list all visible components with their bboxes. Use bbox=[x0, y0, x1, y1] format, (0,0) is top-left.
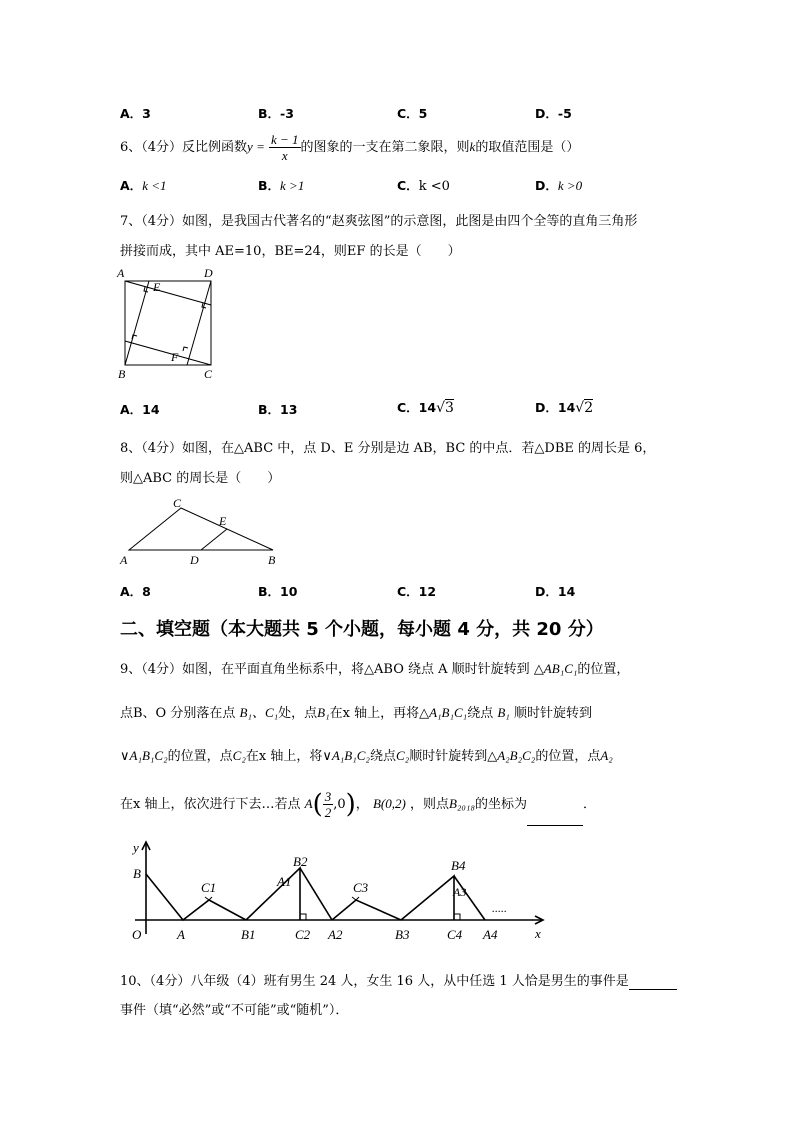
q7-line-ba-side bbox=[125, 281, 149, 365]
q9-line4-a: 在x 轴上，依次进行下去…若点 bbox=[120, 797, 301, 812]
q8-stem-line1: 8、（4分）如图，在△ABC 中，点 D、E 分别是边 AB，BC 的中点．若△DBE 的周长是 6， bbox=[120, 441, 656, 456]
q9-line4-b: ，则点 bbox=[409, 797, 449, 812]
q9-point-a-rest: ,0 bbox=[333, 797, 346, 812]
q9-line3-math1: ∨A₁B₁C₂ bbox=[120, 748, 168, 763]
q6-suffix: 的取值范围是（） bbox=[475, 140, 580, 155]
q9-line2-c: 在x 轴上，再将 bbox=[329, 706, 420, 721]
q7-line-ad-side bbox=[125, 281, 211, 305]
q9-label-o: O bbox=[132, 927, 142, 942]
q5-option-a: A．3 bbox=[120, 106, 151, 121]
q9-line3-math3: ∨A₁B₁C₂ bbox=[322, 748, 370, 763]
q7-option-c-radicand: 3 bbox=[445, 400, 454, 416]
q9-line1-math: △AB₁C₁ bbox=[533, 661, 578, 676]
q5-option-c: C．5 bbox=[397, 106, 428, 121]
q8-label-b: B bbox=[268, 553, 276, 567]
q5-option-d: D．-5 bbox=[535, 106, 572, 121]
q9-line3-c: 绕点 bbox=[369, 749, 396, 764]
q9-label-a4: A4 bbox=[483, 927, 498, 942]
q7-option-c-text: C．14 bbox=[397, 400, 437, 415]
q9-line2-math2: B₁ bbox=[317, 705, 330, 720]
q9-right-angle-c1 bbox=[205, 897, 212, 900]
q8-option-b: B．10 bbox=[258, 584, 298, 599]
q7-line-cb-side bbox=[125, 341, 211, 365]
q9-coordinate-figure bbox=[125, 838, 555, 950]
q6-frac-num: k − 1 bbox=[270, 132, 299, 147]
q6-option-c-letter: C． bbox=[397, 178, 419, 193]
q9-label-c1: C1 bbox=[201, 880, 217, 895]
q9-line3-math5: △A₂B₂C₂ bbox=[487, 748, 536, 763]
q6-option-d-expr: k >0 bbox=[557, 178, 583, 193]
q9-label-a1: A1 bbox=[277, 874, 292, 889]
q9-label-b3: B3 bbox=[395, 927, 410, 942]
q9-line2-math3: △A₁B₁C₁ bbox=[419, 705, 468, 720]
q7-label-a: A bbox=[117, 266, 125, 280]
q9-label-b2: B2 bbox=[293, 854, 308, 869]
q7-stem-line1: 7、（4分）如图，是我国古代著名的“赵爽弦图”的示意图，此图是由四个全等的直角三角形 bbox=[120, 214, 638, 229]
q9-line2-math1: B₁、C₁ bbox=[239, 705, 279, 720]
q7-label-f: F bbox=[171, 350, 179, 364]
q6-option-a-letter: A． bbox=[120, 178, 143, 193]
q6-k: k bbox=[469, 139, 476, 154]
q8-option-a: A．8 bbox=[120, 584, 151, 599]
q6-frac-den: x bbox=[281, 148, 288, 163]
q9-right-angle-c4 bbox=[454, 914, 460, 920]
q9-label-y: y bbox=[133, 840, 139, 855]
q8-label-a: A bbox=[120, 553, 128, 567]
q9-point-b: B(0,2) bbox=[372, 796, 406, 811]
q8-triangle-figure bbox=[115, 494, 285, 568]
q7-line-dc-side bbox=[187, 281, 211, 365]
q7-outer-square bbox=[125, 281, 211, 365]
q7-option-c bbox=[397, 398, 454, 416]
q8-label-c: C bbox=[173, 496, 182, 510]
q9-triangle-path-2 bbox=[246, 868, 300, 920]
q7-label-b: B bbox=[118, 367, 126, 381]
q6-prefix: 6、（4分）反比例函数 bbox=[120, 140, 248, 155]
q9-triangle-path-4 bbox=[401, 876, 454, 920]
q9-line4-c: 的坐标为 bbox=[474, 797, 527, 812]
q9-point-a-fraction bbox=[323, 789, 334, 820]
q6-option-d-letter: D． bbox=[535, 178, 558, 193]
q9-label-a3: A3 bbox=[453, 885, 467, 899]
q6-stem bbox=[120, 131, 579, 164]
q7-option-d bbox=[535, 398, 593, 416]
q6-option-a-expr: k <1 bbox=[142, 178, 167, 193]
q9-line2-math4: B₁ bbox=[497, 705, 510, 720]
q9-line3 bbox=[120, 745, 613, 764]
q7-option-a: A．14 bbox=[120, 402, 160, 417]
q9-right-angle-c3 bbox=[352, 897, 359, 900]
q6-y-eq: y = bbox=[247, 139, 265, 154]
q9-label-x: x bbox=[535, 926, 541, 941]
q9-comma: ， bbox=[355, 797, 369, 812]
q9-ellipsis: ..... bbox=[492, 901, 507, 915]
q7-zhaoshuang-figure bbox=[115, 265, 225, 383]
q6-option-c bbox=[397, 176, 450, 194]
q9-point-a-label: A bbox=[304, 796, 313, 811]
q9-triangle-edge-b2-a2 bbox=[300, 868, 332, 920]
q9-line2-a: 点B、O 分别落在点 bbox=[120, 706, 236, 721]
q8-midline-de bbox=[201, 529, 227, 550]
q9-answer-blank[interactable] bbox=[527, 785, 583, 826]
section-2-title: 二、填空题（本大题共 5 个小题，每小题 4 分，共 20 分） bbox=[120, 619, 604, 640]
q8-triangle-abc bbox=[129, 508, 273, 550]
q9-right-angle-c2 bbox=[300, 914, 306, 920]
q6-fraction bbox=[269, 132, 301, 163]
q10-answer-blank[interactable] bbox=[629, 974, 677, 990]
q9-line3-d: 顺时针旋转到 bbox=[409, 749, 488, 764]
q9-line3-a: 的位置，点 bbox=[167, 749, 233, 764]
q9-line3-math6: A₂ bbox=[600, 748, 613, 763]
q9-line2-b: 处，点 bbox=[278, 706, 318, 721]
q10-line1-text: 10、（4分）八年级（4）班有男生 24 人，女生 16 人，从中任选 1 人恰是男生的事件是 bbox=[120, 974, 629, 989]
q9-point-a-close-paren: ) bbox=[345, 789, 356, 820]
q9-line3-e: 的位置，点 bbox=[535, 749, 601, 764]
q7-option-d-text: D．14 bbox=[535, 400, 576, 415]
q9-line3-math2: C₂ bbox=[232, 748, 246, 763]
q9-line1 bbox=[120, 658, 629, 677]
q7-label-e: E bbox=[153, 280, 161, 294]
q6-mid: 的图象的一支在第二象限，则 bbox=[300, 140, 470, 155]
q7-option-c-radical: √3 bbox=[436, 400, 454, 416]
q9-triangle-path-1 bbox=[146, 874, 246, 920]
q8-stem-line2: 则△ABC 的周长是（ ） bbox=[120, 471, 281, 486]
q9-label-c3: C3 bbox=[353, 880, 369, 895]
q9-label-b1: B1 bbox=[241, 927, 256, 942]
q9-line3-math4: C₂ bbox=[395, 748, 410, 763]
q8-label-d: D bbox=[190, 553, 199, 567]
q6-option-a bbox=[120, 176, 166, 194]
q9-line4 bbox=[120, 784, 596, 826]
q9-line2-e: 顺时针旋转到 bbox=[513, 706, 592, 721]
q6-option-c-expr: k <0 bbox=[418, 179, 450, 194]
q9-label-c2: C2 bbox=[295, 927, 311, 942]
q7-right-angle-f bbox=[183, 347, 188, 351]
q9-frac-num: 3 bbox=[324, 789, 332, 804]
q7-option-b: B．13 bbox=[258, 402, 298, 417]
q9-point-a-open-paren: ( bbox=[312, 789, 323, 820]
q9-line4-math: B₂₀₁₈ bbox=[448, 796, 475, 811]
q9-label-b4: B4 bbox=[451, 858, 466, 873]
q9-line3-b: 在x 轴上，将 bbox=[245, 749, 323, 764]
q9-label-a: A bbox=[177, 927, 185, 942]
q9-label-a2: A2 bbox=[328, 927, 343, 942]
q10-line1 bbox=[120, 970, 677, 990]
q10-line2: 事件（填“必然”或“不可能”或“随机”）． bbox=[120, 1003, 349, 1018]
q7-stem-line2: 拼接而成，其中 AE=10，BE=24，则EF 的长是（ ） bbox=[120, 244, 461, 259]
q6-option-b bbox=[258, 176, 304, 194]
q7-label-c: C bbox=[204, 367, 213, 381]
q8-option-d: D．14 bbox=[535, 584, 576, 599]
q6-option-b-expr: k >1 bbox=[280, 178, 305, 193]
q8-label-e: E bbox=[219, 514, 227, 528]
q9-triangle-path-3 bbox=[332, 900, 401, 920]
q9-line1-end: 的位置， bbox=[577, 662, 630, 677]
q9-frac-den: 2 bbox=[324, 805, 332, 820]
q6-option-d bbox=[535, 176, 582, 194]
q9-line4-end: ． bbox=[583, 797, 597, 812]
q9-line1-text: 9、（4分）如图，在平面直角坐标系中，将△ABO 绕点 A 顺时针旋转到 bbox=[120, 662, 530, 677]
q9-label-c4: C4 bbox=[447, 927, 463, 942]
q8-option-c: C．12 bbox=[397, 584, 437, 599]
q6-option-b-letter: B． bbox=[258, 178, 281, 193]
q9-line2-d: 绕点 bbox=[467, 706, 494, 721]
q7-option-d-radicand: 2 bbox=[584, 400, 594, 416]
q9-line2 bbox=[120, 702, 592, 721]
q9-label-b: B bbox=[133, 866, 141, 881]
q7-label-d: D bbox=[204, 266, 213, 280]
q7-option-d-radical: √2 bbox=[575, 400, 594, 416]
q5-option-b: B．-3 bbox=[258, 106, 294, 121]
